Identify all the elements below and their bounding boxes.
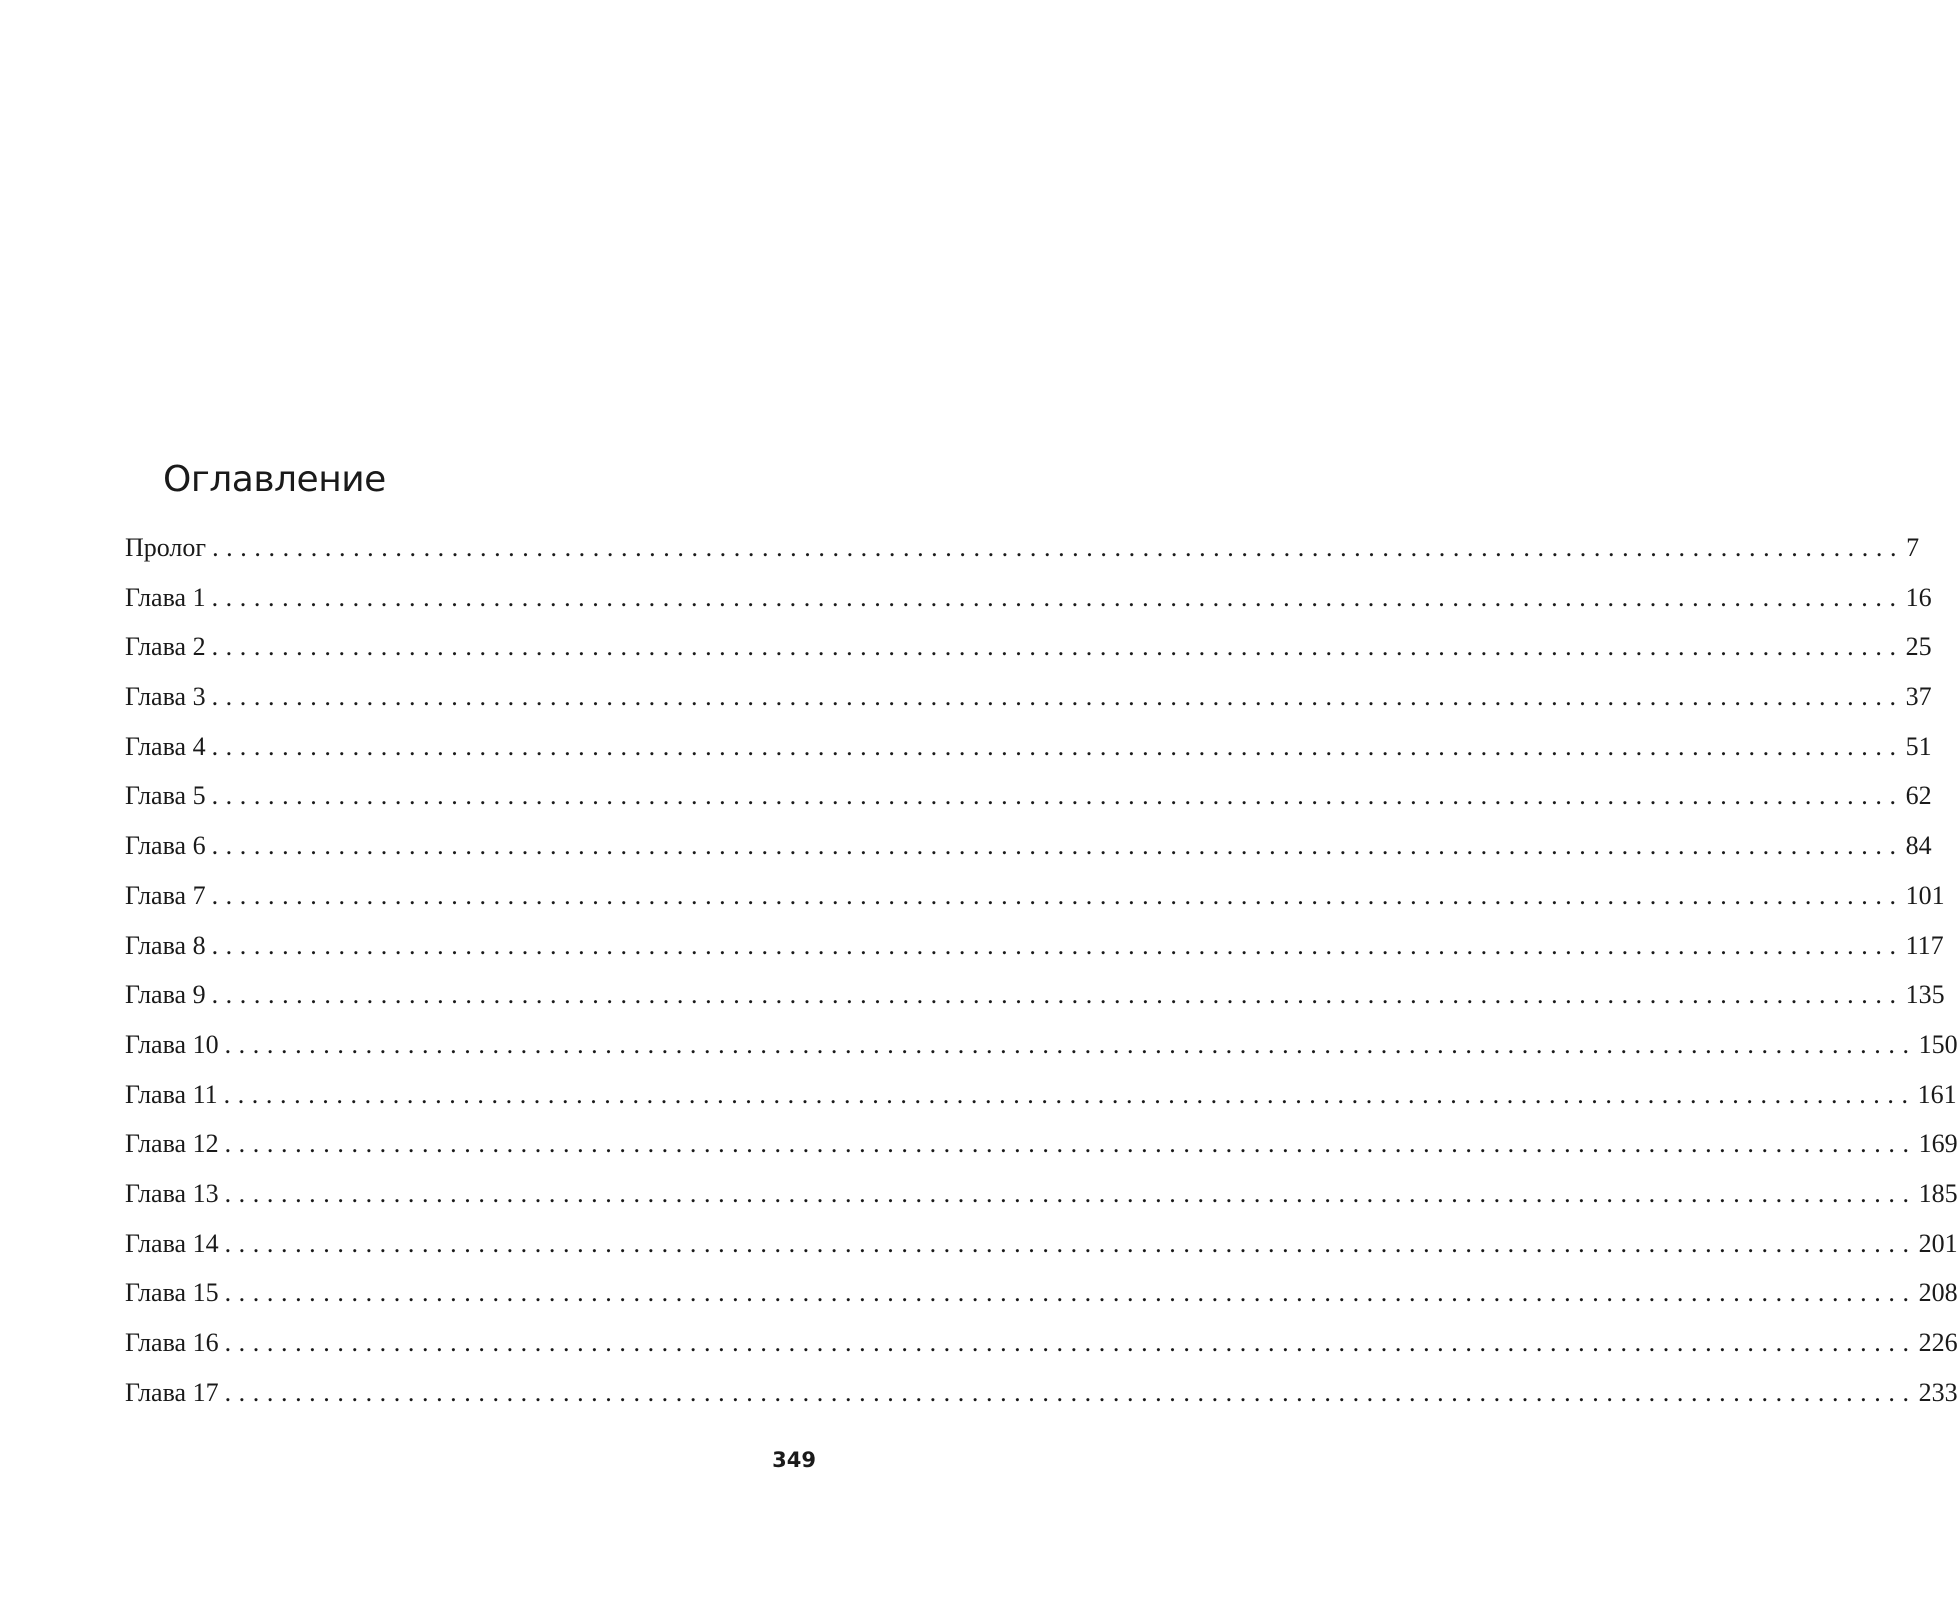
toc-entry-title: Пролог	[125, 533, 207, 562]
toc-entry	[125, 1029, 1958, 1079]
toc-entry-page: 201	[1918, 1228, 1958, 1258]
toc-entry-page: 226	[1918, 1328, 1958, 1357]
toc-entry	[125, 582, 1932, 632]
toc-entry	[125, 880, 1945, 930]
toc-entry	[125, 1377, 1958, 1427]
toc-entry-title: Глава 10	[125, 1029, 219, 1059]
dot-leader: ........................................................................................................................	[211, 831, 1904, 861]
toc-entry-title: Глава 3	[125, 682, 206, 712]
toc-entry-page: 135	[1905, 980, 1945, 1010]
toc-entry	[125, 1079, 1957, 1129]
dot-leader: ........................................................................................................................	[224, 1178, 1917, 1208]
toc-entry-title: Глава 5	[125, 781, 206, 811]
toc-entry-page: 208	[1918, 1278, 1958, 1308]
toc-entry	[125, 780, 1932, 830]
toc-entry-title: Глава 2	[125, 632, 206, 662]
toc-entry	[125, 930, 1944, 980]
table-of-contents	[125, 532, 1958, 1426]
toc-entry-title: Глава 14	[125, 1228, 219, 1258]
toc-entry-page: 185	[1918, 1178, 1958, 1208]
toc-entry	[125, 830, 1932, 880]
toc-entry-title: Глава 12	[125, 1129, 219, 1159]
dot-leader: ........................................................................................................................	[224, 1029, 1917, 1059]
toc-entry-page: 101	[1905, 880, 1945, 910]
toc-entry-title: Глава 8	[125, 930, 206, 960]
dot-leader: ........................................................................................................................	[211, 582, 1904, 612]
toc-entry-title: Глава 15	[125, 1278, 219, 1308]
toc-entry-title: Глава 6	[125, 831, 206, 861]
page-number: 349	[772, 1448, 816, 1472]
toc-entry-title: Глава 13	[125, 1178, 219, 1208]
dot-leader: ........................................................................................................................	[223, 1079, 1916, 1109]
toc-entry-page: 150	[1918, 1029, 1958, 1059]
toc-entry	[125, 631, 1932, 681]
toc-entry-page: 169	[1918, 1129, 1958, 1159]
toc-entry	[125, 731, 1932, 781]
toc-entry	[125, 681, 1932, 731]
toc-heading: Оглавление	[163, 459, 386, 500]
toc-entry-title: Глава 9	[125, 980, 206, 1010]
dot-leader: ........................................................................................................................	[211, 980, 1904, 1010]
dot-leader: ........................................................................................................................	[211, 731, 1904, 761]
dot-leader: ........................................................................................................................	[211, 781, 1904, 811]
dot-leader: ........................................................................................................................	[211, 632, 1904, 662]
toc-entry-page: 16	[1905, 582, 1932, 612]
toc-entry	[125, 1178, 1958, 1228]
toc-entry-title: Глава 17	[125, 1377, 219, 1407]
toc-entry-page: 161	[1917, 1079, 1957, 1109]
toc-entry-page: 37	[1905, 682, 1932, 712]
toc-entry-title: Глава 1	[125, 582, 206, 612]
dot-leader: ........................................................................................................................	[224, 1278, 1917, 1308]
toc-entry	[125, 1327, 1958, 1377]
toc-entry-page: 84	[1905, 831, 1932, 861]
toc-entry-title: Глава 7	[125, 880, 206, 910]
dot-leader: ........................................................................................................................	[211, 930, 1904, 960]
dot-leader: ........................................................................................................................	[224, 1228, 1917, 1258]
toc-entry-page: 7	[1906, 533, 1920, 562]
toc-entry-page: 25	[1905, 632, 1932, 662]
toc-entry	[125, 1128, 1958, 1178]
toc-entry-page: 117	[1905, 930, 1944, 960]
toc-entry-page: 233	[1918, 1377, 1958, 1407]
toc-entry	[125, 979, 1945, 1029]
dot-leader: ........................................................................................................................	[211, 682, 1904, 712]
toc-entry	[125, 532, 1920, 582]
toc-entry-title: Глава 4	[125, 731, 206, 761]
toc-entry-title: Глава 16	[125, 1328, 219, 1357]
dot-leader: ........................................................................................................................	[211, 880, 1904, 910]
toc-entry	[125, 1228, 1958, 1278]
dot-leader: ........................................................................................................................	[224, 1377, 1917, 1407]
dot-leader: ........................................................................................................................	[224, 1328, 1917, 1357]
dot-leader: ........................................................................................................................	[224, 1129, 1917, 1159]
toc-entry-page: 51	[1905, 731, 1932, 761]
toc-entry-title: Глава 11	[125, 1079, 218, 1109]
toc-entry-page: 62	[1905, 781, 1932, 811]
toc-entry	[125, 1277, 1958, 1327]
dot-leader: ........................................................................................................................	[212, 533, 1905, 562]
